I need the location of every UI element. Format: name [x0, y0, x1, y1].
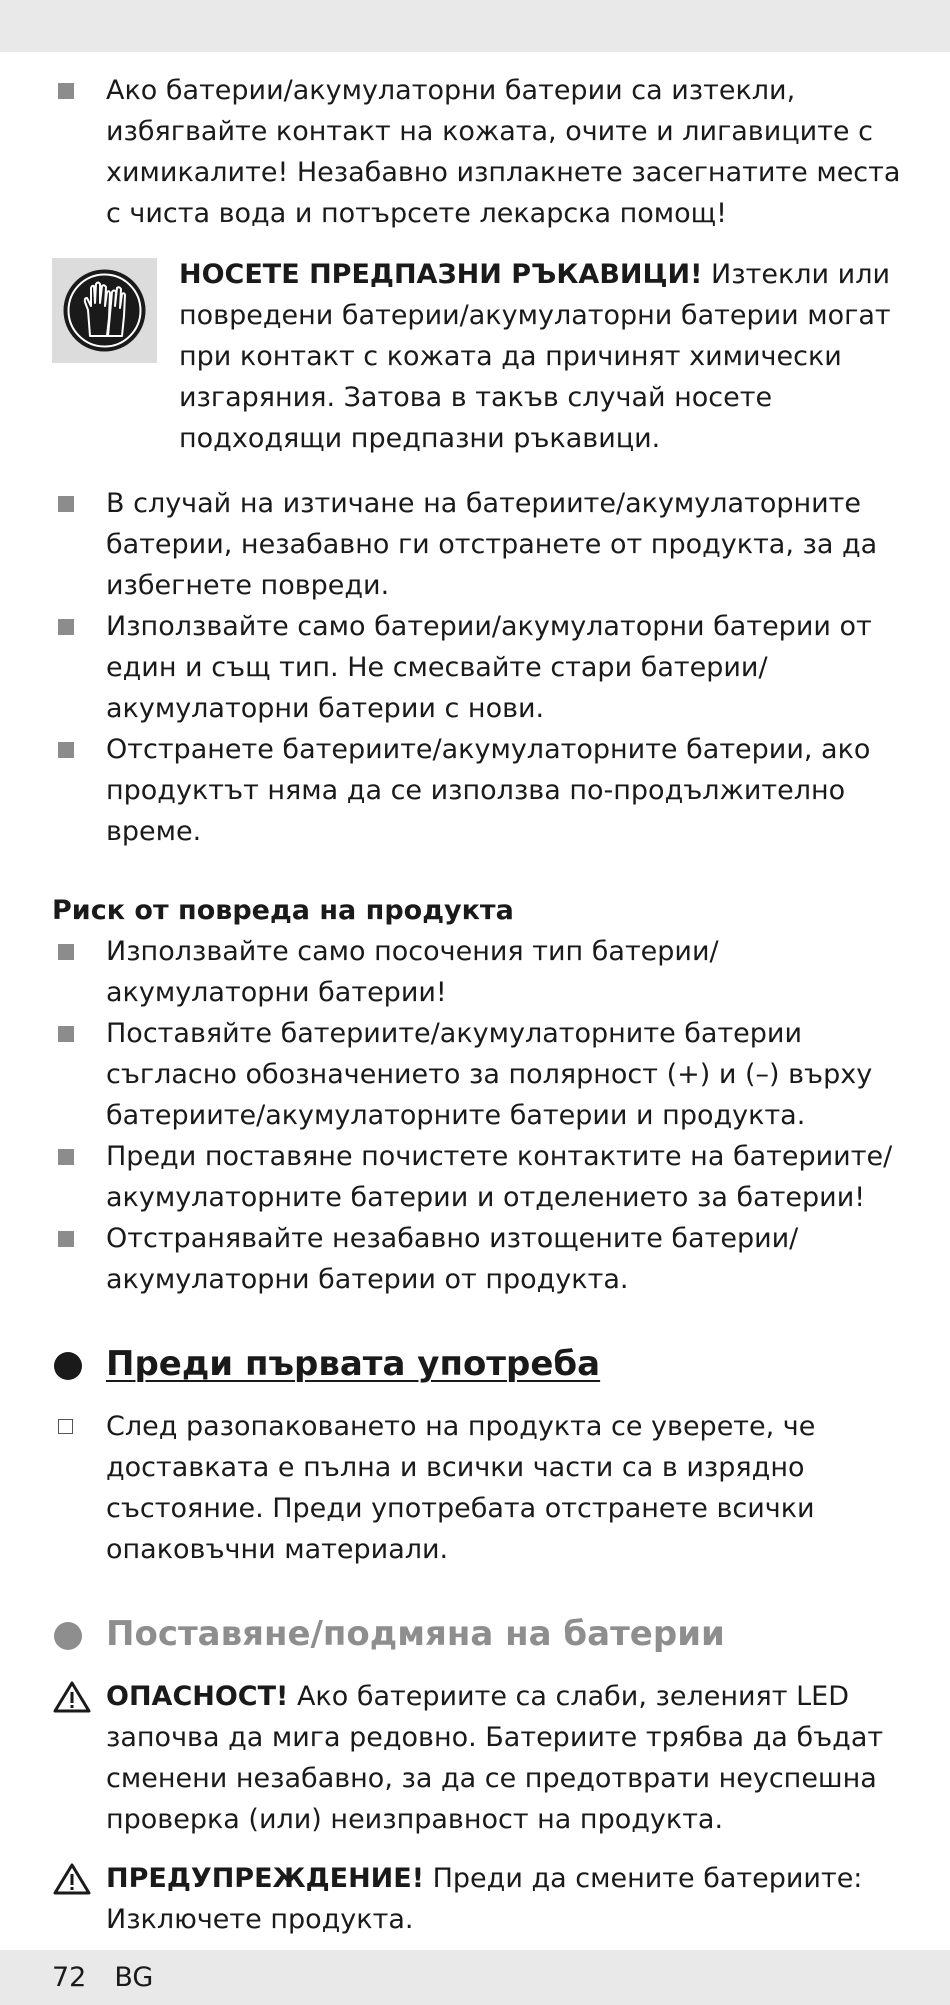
danger-notice — [52, 1676, 912, 1840]
list-item — [52, 931, 912, 1013]
section-title-first-use — [52, 1340, 912, 1388]
warning-text: Преди да смените батериите: Изключете продукта. — [106, 1863, 863, 1935]
footer-text — [52, 1957, 181, 1998]
list-item-text: Отстранете батериите/акумулаторните батерии, ако продуктът няма да се използва по-продължително време. — [106, 734, 871, 847]
list-item — [52, 70, 912, 234]
checkbox-outline-icon — [58, 1419, 73, 1434]
list-item-text: Преди поставяне почистете контактите на батериите/ акумулаторните батерии и отделението за батерии! — [106, 1141, 893, 1213]
list-item-text: Отстранявайте незабавно изтощените батерии/ акумулаторни батерии от продукта. — [106, 1223, 799, 1295]
checklist-item — [52, 1406, 912, 1570]
gloves-notice — [52, 254, 912, 459]
square-bullet-icon — [58, 944, 74, 960]
square-bullet-icon — [58, 619, 74, 635]
square-bullet-icon — [58, 1026, 74, 1042]
list-item — [52, 483, 912, 606]
page-number: 72 — [52, 1962, 87, 1993]
list-item-text: Поставяйте батериите/акумулаторните батерии съгласно обозначението за полярност (+) и (–) върху батериите/акумулаторните батерии и продукта. — [106, 1018, 873, 1131]
subsection-heading: Риск от повреда на продукта — [52, 895, 514, 926]
list-item — [52, 1013, 912, 1136]
gloves-notice-heading: НОСЕТЕ ПРЕДПАЗНИ РЪКАВИЦИ! — [179, 259, 703, 290]
square-bullet-icon — [58, 83, 74, 99]
danger-text: Ако батериите са слаби, зеленият LED започва да мига редовно. Батериите трябва да бъдат сменени незабавно, за да се предотврати неуспешна проверка (или) неизправност на продукта. — [106, 1681, 884, 1835]
protective-gloves-icon — [52, 258, 157, 363]
page-footer — [0, 1950, 950, 2005]
list-item-text: Използвайте само батерии/акумулаторни батерии от един и същ тип. Не смесвайте стари батерии/ акумулаторни батерии с нови. — [106, 611, 872, 724]
language-code: BG — [114, 1962, 154, 1993]
list-item — [52, 1136, 912, 1218]
list-item — [52, 606, 912, 729]
top-band — [0, 0, 950, 52]
warning-notice — [52, 1858, 912, 1940]
gloves-notice-text — [157, 254, 912, 459]
square-bullet-icon — [58, 1231, 74, 1247]
section-title-text: Преди първата употреба — [106, 1344, 601, 1384]
square-bullet-icon — [58, 742, 74, 758]
list-item — [52, 1218, 912, 1300]
danger-label: ОПАСНОСТ! — [106, 1681, 289, 1712]
list-item — [52, 729, 912, 852]
warning-triangle-icon — [52, 1680, 92, 1714]
section-bullet-icon — [54, 1622, 82, 1650]
list-item-text: В случай на изтичане на батериите/акумулаторните батерии, незабавно ги отстранете от продукта, за да избегнете повреди. — [106, 488, 878, 601]
list-item-text: Ако батерии/акумулаторни батерии са изтекли, избягвайте контакт на кожата, очите и лигавиците с химикалите! Незабавно изплакнете засегнатите места с чиста вода и потърсете лекарска помощ! — [106, 75, 901, 229]
warning-triangle-icon — [52, 1862, 92, 1896]
section-title-text: Поставяне/подмяна на батерии — [106, 1614, 725, 1654]
square-bullet-icon — [58, 496, 74, 512]
square-bullet-icon — [58, 1149, 74, 1165]
warning-label: ПРЕДУПРЕЖДЕНИЕ! — [106, 1863, 425, 1894]
section-bullet-icon — [54, 1352, 82, 1380]
manual-page-content — [52, 70, 912, 1940]
section-title-battery-change — [52, 1610, 912, 1658]
list-item-text: След разопаковането на продукта се уверете, че доставката е пълна и всички части са в изрядно състояние. Преди употребата отстранете всички опаковъчни материали. — [106, 1411, 816, 1565]
gloves-notice-body: Изтекли или повредени батерии/акумулаторни батерии могат при контакт с кожата да причинят химически изгаряния. Затова в такъв случай носете подходящи предпазни ръкавици. — [179, 259, 891, 454]
list-item-text: Използвайте само посочения тип батерии/ акумулаторни батерии! — [106, 936, 719, 1008]
